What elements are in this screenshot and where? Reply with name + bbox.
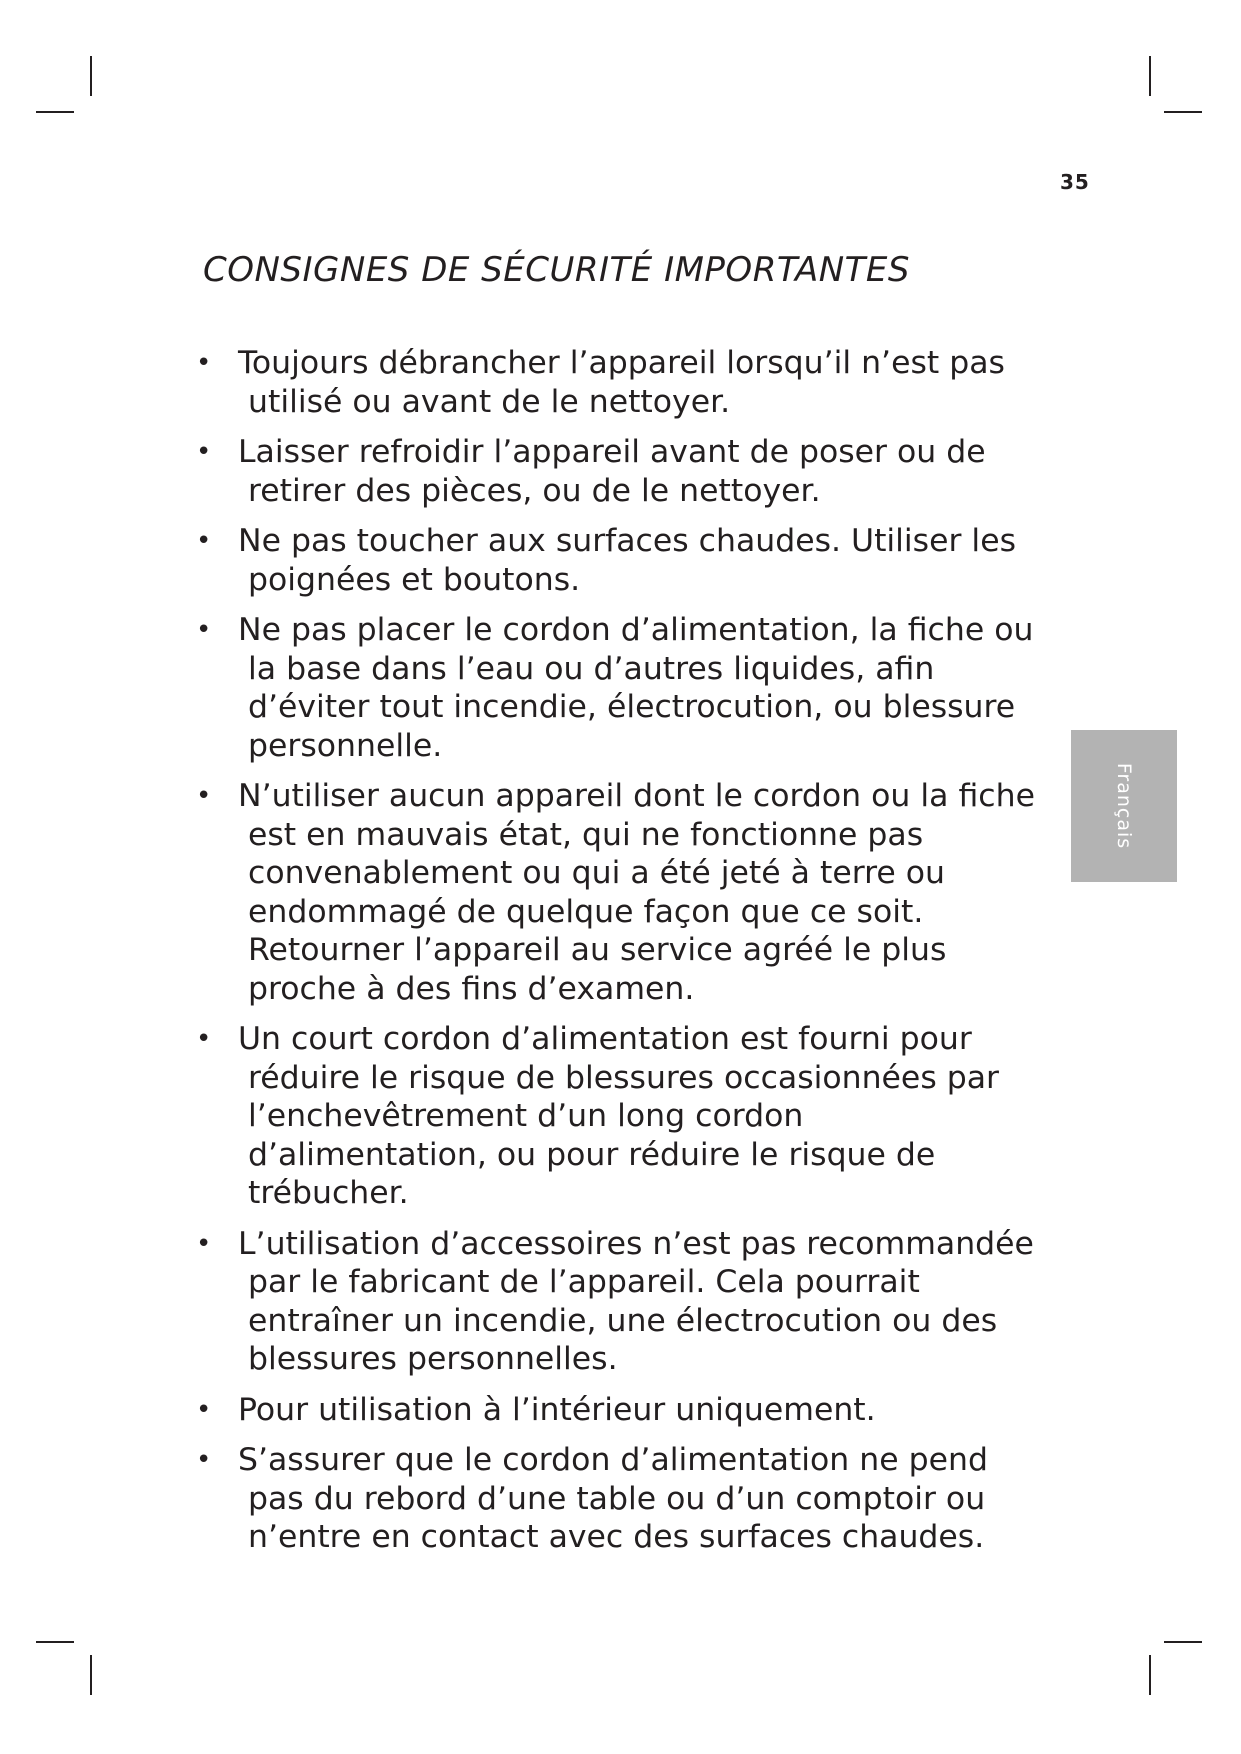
crop-mark-top-right-horizontal [1164, 111, 1202, 113]
crop-mark-bottom-left-horizontal [36, 1641, 74, 1643]
bullet-icon: • [196, 526, 212, 556]
safety-item-hot-surfaces [196, 522, 1036, 599]
safety-item-text: L’utilisation d’accessoires n’est pas recommandée par le fabricant de l’appareil. Cela pourrait entraîner un incendie, une électrocution ou des blessures personnelles. [238, 1225, 1034, 1377]
safety-item-text: Pour utilisation à l’intérieur uniquement. [238, 1391, 876, 1428]
safety-item-text: S’assurer que le cordon d’alimentation ne pend pas du rebord d’une table ou d’un comptoir ou n’entre en contact avec des surfaces chaudes. [238, 1442, 988, 1555]
crop-mark-bottom-left-vertical [90, 1655, 92, 1695]
safety-item-cord-edge [196, 1441, 1036, 1557]
safety-item-indoor-use [196, 1391, 1036, 1430]
bullet-icon: • [196, 348, 212, 378]
safety-instructions-list [196, 344, 1036, 1569]
safety-item-accessories [196, 1225, 1036, 1379]
language-tab [1071, 730, 1177, 882]
crop-mark-top-right-vertical [1149, 56, 1151, 96]
crop-mark-bottom-right-vertical [1149, 1655, 1151, 1695]
safety-item-text: Ne pas toucher aux surfaces chaudes. Utiliser les poignées et boutons. [238, 523, 1016, 598]
language-tab-label: Français [1113, 762, 1135, 850]
safety-item-text: Laisser refroidir l’appareil avant de poser ou de retirer des pièces, ou de le nettoyer. [238, 434, 986, 509]
bullet-icon: • [196, 1445, 212, 1475]
safety-item-damaged-cord [196, 777, 1036, 1008]
safety-item-cool-down [196, 433, 1036, 510]
safety-item-no-water [196, 611, 1036, 765]
safety-item-unplug [196, 344, 1036, 421]
safety-item-short-cord [196, 1020, 1036, 1213]
bullet-icon: • [196, 437, 212, 467]
safety-item-text: Toujours débrancher l’appareil lorsqu’il n’est pas utilisé ou avant de le nettoyer. [238, 345, 1005, 420]
bullet-icon: • [196, 781, 212, 811]
safety-item-text: Ne pas placer le cordon d’alimentation, la fiche ou la base dans l’eau ou d’autres liquides, afin d’éviter tout incendie, électrocution, ou blessure personnelle. [238, 612, 1034, 764]
bullet-icon: • [196, 615, 212, 645]
bullet-icon: • [196, 1228, 212, 1259]
crop-mark-bottom-right-horizontal [1164, 1641, 1202, 1643]
crop-mark-top-left-horizontal [36, 111, 74, 113]
safety-item-text: N’utiliser aucun appareil dont le cordon ou la fiche est en mauvais état, qui ne fonctionne pas convenablement ou qui a été jeté à terre ou endommagé de quelque façon que ce soit. Retourner l’appareil au service agréé le plus proche à des fins d’examen. [238, 778, 1035, 1007]
safety-item-text: Un court cordon d’alimentation est fourni pour réduire le risque de blessures occasionnées par l’enchevêtrement d’un long cordon d’alimentation, ou pour réduire le risque de trébucher. [238, 1021, 999, 1211]
page-number: 35 [1060, 170, 1090, 194]
crop-mark-top-left-vertical [90, 56, 92, 96]
page-title: CONSIGNES DE SÉCURITÉ IMPORTANTES [203, 250, 910, 290]
bullet-icon: • [196, 1024, 212, 1054]
bullet-icon: • [196, 1394, 212, 1425]
